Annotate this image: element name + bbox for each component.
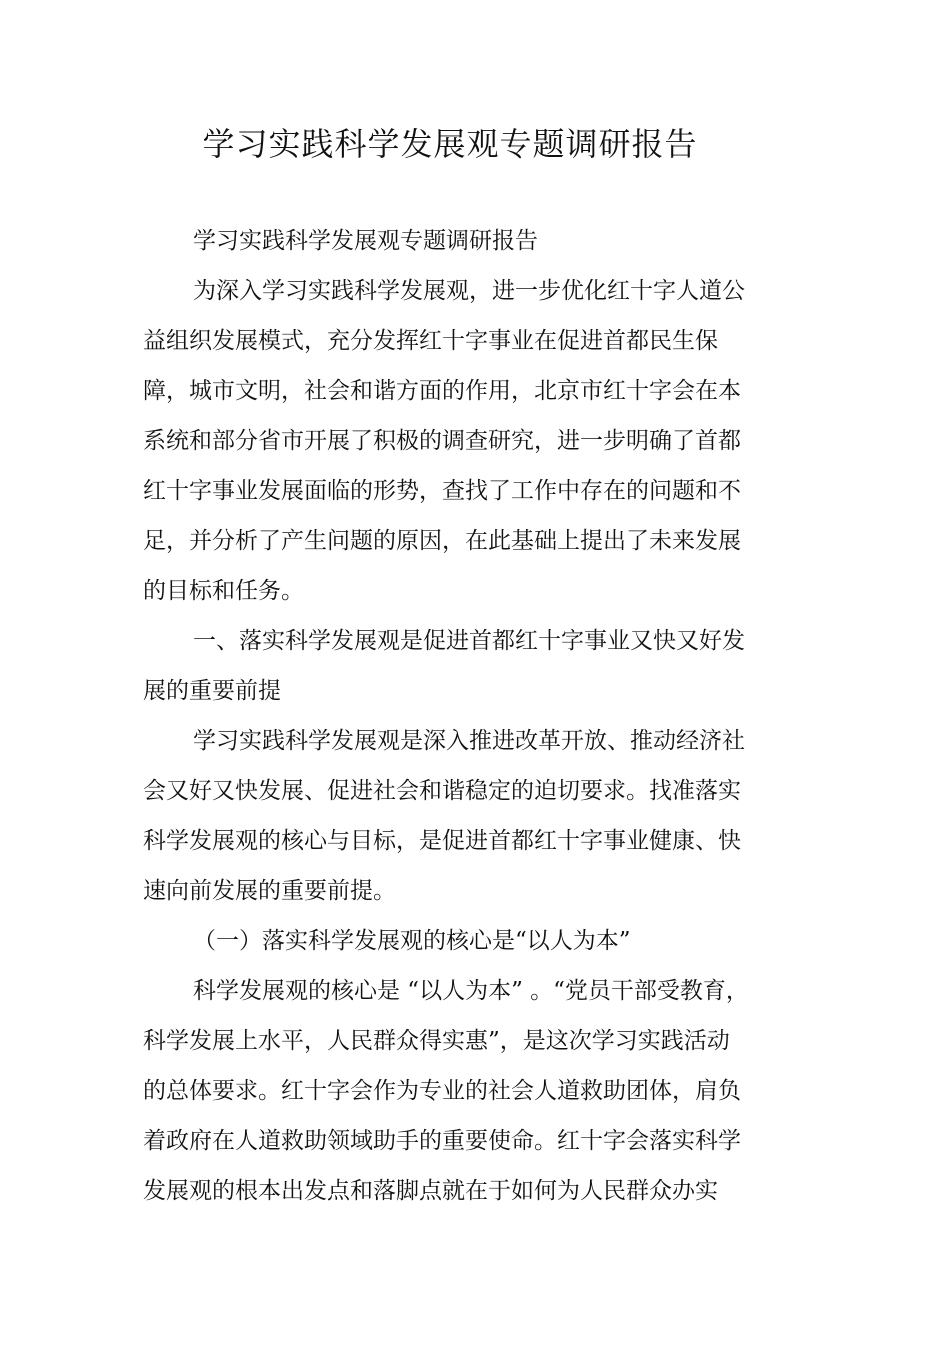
paragraph-line: 红十字事业发展面临的形势，查找了工作中存在的问题和不: [143, 478, 741, 504]
paragraph-line: 的总体要求。红十字会作为专业的社会人道救助团体，肩负: [143, 1078, 741, 1104]
paragraph-line: 学习实践科学发展观是深入推进改革开放、推动经济社: [193, 728, 745, 754]
paragraph-line: 会又好又快发展、促进社会和谐稳定的迫切要求。找准落实: [143, 778, 741, 804]
paragraph-line: 足，并分析了产生问题的原因，在此基础上提出了未来发展: [143, 528, 741, 554]
paragraph-line: 科学发展观的核心与目标，是促进首都红十字事业健康、快: [143, 828, 741, 854]
subtitle-line: 学习实践科学发展观专题调研报告: [193, 228, 538, 254]
paragraph-line: 着政府在人道救助领域助手的重要使命。红十字会落实科学: [143, 1128, 741, 1154]
paragraph-line: 的目标和任务。: [143, 578, 304, 604]
section-heading-line: 一、落实科学发展观是促进首都红十字事业又快又好发: [193, 628, 745, 654]
paragraph-line: 科学发展观的核心是 “以人为本” 。“党员干部受教育，: [193, 978, 749, 1004]
document-title: 学习实践科学发展观专题调研报告: [202, 125, 698, 163]
paragraph-line: 益组织发展模式，充分发挥红十字事业在促进首都民生保: [143, 328, 718, 354]
paragraph-line: 速向前发展的重要前提。: [143, 878, 396, 904]
paragraph-line: 发展观的根本出发点和落脚点就在于如何为人民群众办实: [143, 1178, 718, 1204]
paragraph-line: 为深入学习实践科学发展观，进一步优化红十字人道公: [193, 278, 745, 304]
paragraph-line: 系统和部分省市开展了积极的调查研究，进一步明确了首都: [143, 428, 741, 454]
paragraph-line: 障，城市文明，社会和谐方面的作用，北京市红十字会在本: [143, 378, 741, 404]
section-heading-line: 展的重要前提: [143, 678, 281, 704]
subsection-heading-line: （一）落实科学发展观的核心是“以人为本”: [193, 928, 631, 954]
paragraph-line: 科学发展上水平，人民群众得实惠”，是这次学习实践活动: [143, 1028, 730, 1054]
